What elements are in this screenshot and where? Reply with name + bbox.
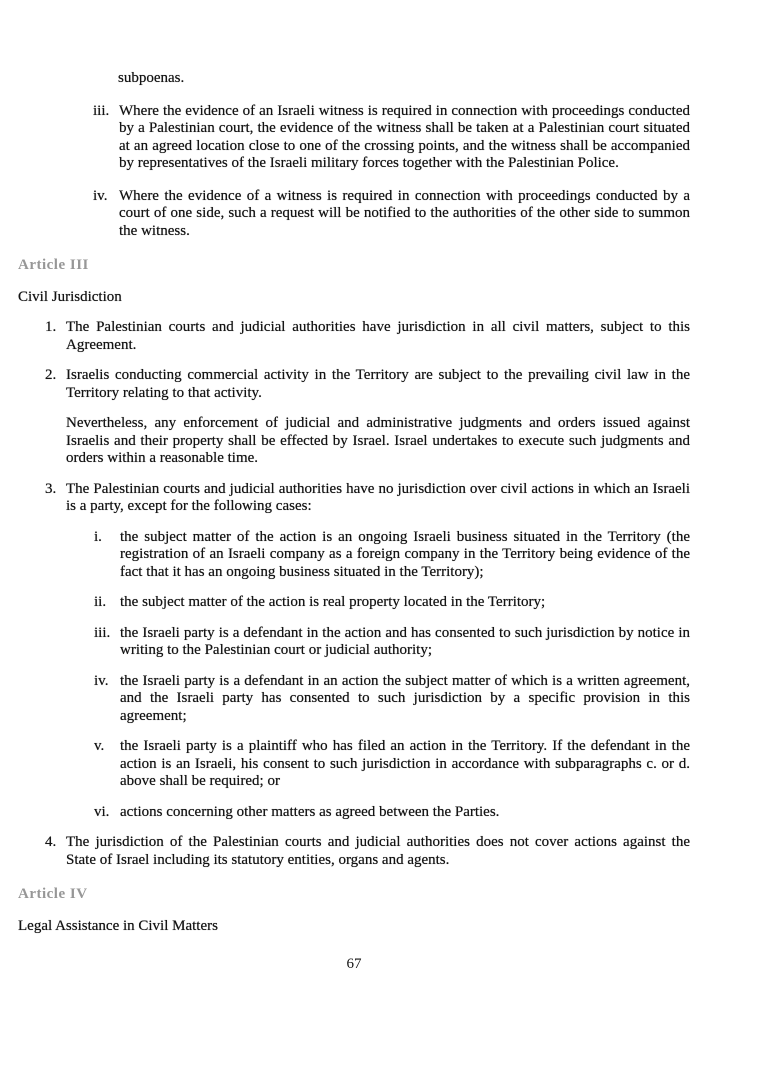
numbered-item-1 xyxy=(45,319,690,354)
section-title-civil-jurisdiction: Civil Jurisdiction xyxy=(18,288,122,305)
list-marker: 3. xyxy=(45,480,57,497)
list-marker: i. xyxy=(94,528,102,545)
list-marker: iii. xyxy=(93,102,110,119)
sub-item-ii xyxy=(94,594,690,612)
list-item-text: the subject matter of the action is real property located in the Territory; xyxy=(120,594,546,610)
list-item-text xyxy=(66,367,690,468)
list-item-text: the Israeli party is a defendant in an action the subject matter of which is a written agreement, and the Israeli party has consented to such jurisdiction by a specific provision in this agreement; xyxy=(120,672,690,724)
list-item-iv xyxy=(93,188,690,241)
list-item-text: actions concerning other matters as agreed between the Parties. xyxy=(120,803,500,820)
list-item-text: The Palestinian courts and judicial authorities have jurisdiction in all civil matters, subject to this Agreement. xyxy=(66,319,690,353)
list-marker: iv. xyxy=(94,672,109,689)
numbered-item-3 xyxy=(45,481,690,822)
list-item-text: the Israeli party is a plaintiff who has filed an action in the Territory. If the defendant in the action is an Israeli, his consent to such jurisdiction in accordance with subparagraphs c. or d. above shall be required; or xyxy=(120,738,690,789)
section-title-legal-assistance: Legal Assistance in Civil Matters xyxy=(18,917,218,934)
paragraph: Nevertheless, any enforcement of judicial and administrative judgments and orders issued against Israelis and their property shall be effected by Israel. Israel undertakes to execute such judgments and orders within a reasonable time. xyxy=(66,415,690,466)
list-item-text: the subject matter of the action is an ongoing Israeli business situated in the Territory (the registration of an Israeli company as a foreign company in the Territory being evidence of the fact that it has an ongoing business situated in the Territory); xyxy=(120,528,690,580)
list-marker: ii. xyxy=(94,594,107,610)
list-marker: v. xyxy=(94,738,105,754)
list-item-text: the Israeli party is a defendant in the action and has consented to such jurisdiction by notice in writing to the Palestinian court or judicial authority; xyxy=(120,624,690,658)
list-marker: iii. xyxy=(94,624,111,641)
list-marker: 1. xyxy=(45,319,57,335)
article-heading-iv: Article IV xyxy=(18,886,88,902)
list-marker: 4. xyxy=(45,834,57,850)
article-heading-iii: Article III xyxy=(18,257,89,273)
numbered-item-4 xyxy=(45,834,690,869)
sub-item-vi xyxy=(94,804,690,822)
list-marker: iv. xyxy=(93,187,108,204)
list-marker: vi. xyxy=(94,803,110,820)
paragraph-continuation: subpoenas. xyxy=(118,70,185,86)
list-item-text: The jurisdiction of the Palestinian courts and judicial authorities does not cover actions against the State of Israel including its statutory entities, organs and agents. xyxy=(66,834,690,868)
paragraph: Israelis conducting commercial activity in the Territory are subject to the prevailing civil law in the Territory relating to that activity. xyxy=(66,367,690,401)
page-number: 67 xyxy=(346,956,362,972)
sub-item-iii xyxy=(94,625,690,660)
sub-item-v xyxy=(94,738,690,791)
list-item-text xyxy=(66,481,690,822)
list-item-iii xyxy=(93,103,690,173)
sub-item-iv xyxy=(94,673,690,726)
list-marker: 2. xyxy=(45,367,57,383)
list-item-text: Where the evidence of an Israeli witness is required in connection with proceedings conducted by a Palestinian court, the evidence of the witness shall be taken at a Palestinian court situated at an agreed location close to one of the crossing points, and the witness shall be accompanied by representatives of the Israeli military forces together with the Palestinian Police. xyxy=(119,102,690,171)
numbered-item-2 xyxy=(45,367,690,468)
list-item-text: Where the evidence of a witness is required in connection with proceedings conducted by a court of one side, such a request will be notified to the authorities of the other side to summon the witness. xyxy=(119,187,690,239)
paragraph: The Palestinian courts and judicial authorities have no jurisdiction over civil actions in which an Israeli is a party, except for the following cases: xyxy=(66,480,690,514)
sub-item-i xyxy=(94,529,690,582)
